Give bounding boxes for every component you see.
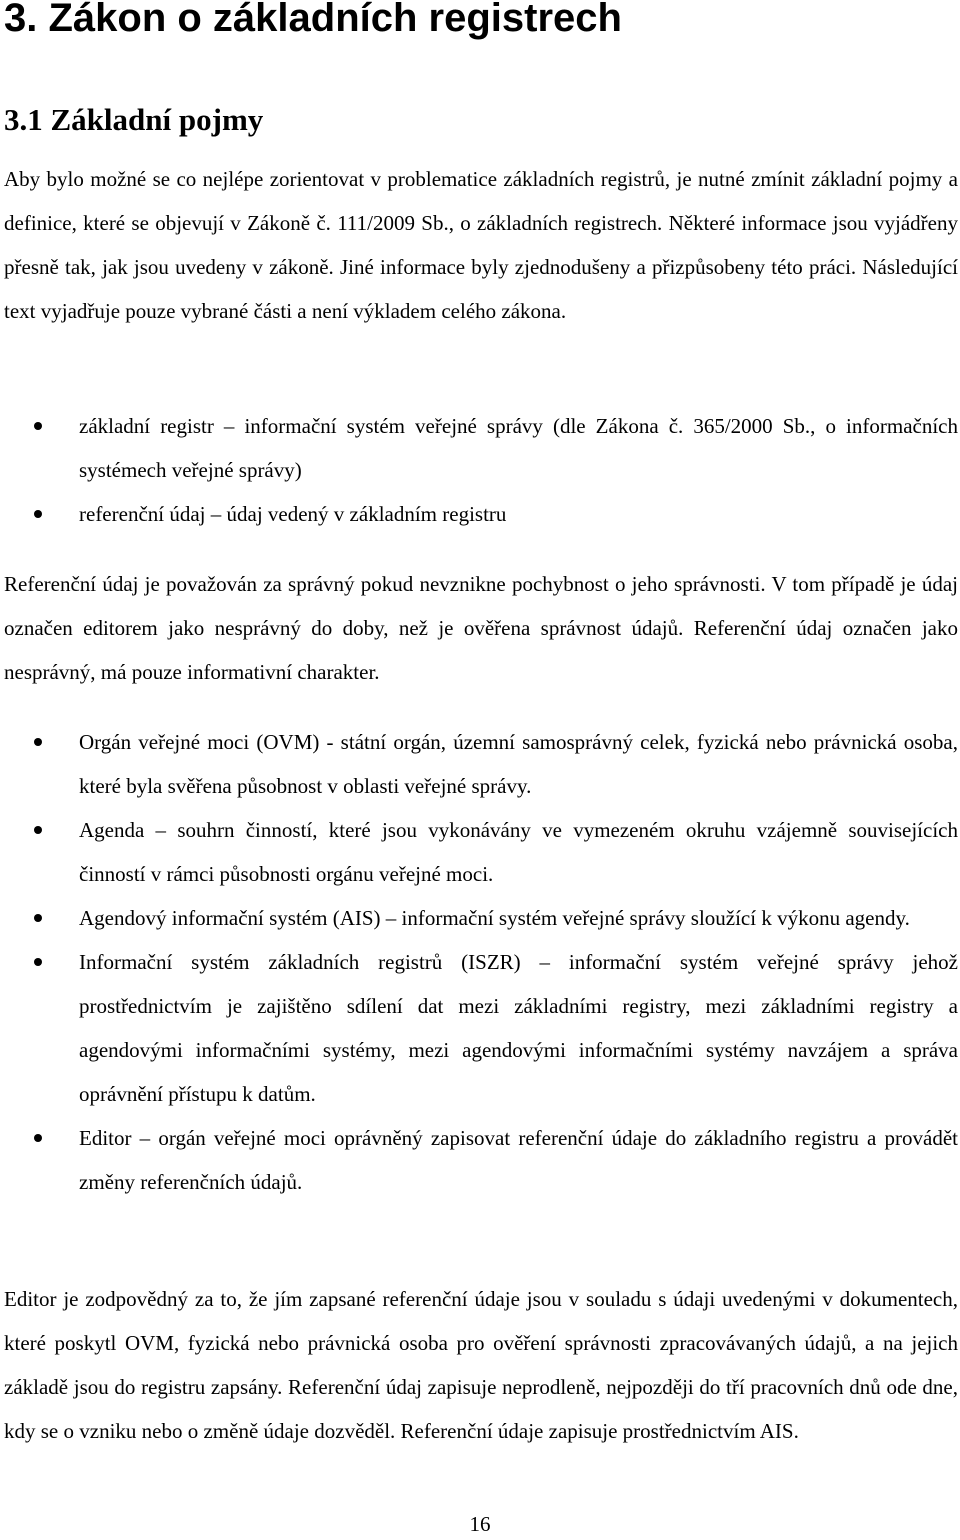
intro-text: Aby bylo možné se co nejlépe zorientovat v problematice základních registrů, je nutné zmínit základní pojmy a definice, které se objevují v Zákoně č. 111/2009 Sb., o základních registrech. Některé informace jsou vyjádřeny přesně tak, jak jsou uvedeny v zákoně. Jiné informace byly zjednodušeny a přizpůsobeny této práci. Následující text vyjadřuje pouze vybrané části a není výkladem celého zákona. — [4, 167, 958, 323]
list-item: Agendový informační systém (AIS) – informační systém veřejné správy sloužící k výkonu agendy. — [4, 896, 958, 940]
bullet-icon — [34, 510, 42, 518]
editor-text: Editor je zodpovědný za to, že jím zapsané referenční údaje jsou v souladu s údaji uvedenými v dokumentech, které poskytl OVM, fyzická nebo právnická osoba pro ověření správnosti zpracovávaných údajů, a na jejich základě jsou do registru zapsány. Referenční údaj zapisuje neprodleně, nejpozději do tří pracovních dnů ode dne, kdy se o vzniku nebo o změně údaje dozvěděl. Referenční údaje zapisuje prostřednictvím AIS. — [4, 1287, 958, 1443]
list-item: referenční údaj – údaj vedený v základním registru — [4, 492, 958, 536]
page-number: 16 — [469, 1512, 491, 1536]
section-heading: 3.1 Základní pojmy — [4, 102, 264, 137]
bullet-icon — [34, 826, 42, 834]
editor-paragraph — [4, 1277, 958, 1453]
definition-list-2 — [4, 720, 958, 1204]
bullet-icon — [34, 738, 42, 746]
bullet-icon — [34, 422, 42, 430]
chapter-heading: 3. Zákon o základních registrech — [4, 0, 622, 40]
bullet-icon — [34, 958, 42, 966]
list-item: Agenda – souhrn činností, které jsou vykonávány ve vymezeném okruhu vzájemně souvisejících činností v rámci působnosti orgánu veřejné moci. — [4, 808, 958, 896]
definition-list-1 — [4, 404, 958, 536]
validity-text: Referenční údaj je považován za správný pokud nevznikne pochybnost o jeho správnosti. V tom případě je údaj označen editorem jako nesprávný do doby, než je ověřena správnost údajů. Referenční údaj označen jako nesprávný, má pouze informativní charakter. — [4, 572, 958, 684]
validity-paragraph — [4, 562, 958, 694]
list-item: Orgán veřejné moci (OVM) - státní orgán, územní samosprávný celek, fyzická nebo právnická osoba, které byla svěřena působnost v oblasti veřejné správy. — [4, 720, 958, 808]
bullet-icon — [34, 914, 42, 922]
list-item: Informační systém základních registrů (ISZR) – informační systém veřejné správy jehož prostřednictvím je zajištěno sdílení dat mezi základními registry, mezi základními registry a agendovými informačními systémy, mezi agendovými informačními systémy navzájem a správa oprávnění přístupu k datům. — [4, 940, 958, 1116]
bullet-icon — [34, 1134, 42, 1142]
list-item: základní registr – informační systém veřejné správy (dle Zákona č. 365/2000 Sb., o informačních systémech veřejné správy) — [4, 404, 958, 492]
list-item: Editor – orgán veřejné moci oprávněný zapisovat referenční údaje do základního registru a provádět změny referenčních údajů. — [4, 1116, 958, 1204]
intro-paragraph — [4, 157, 958, 333]
